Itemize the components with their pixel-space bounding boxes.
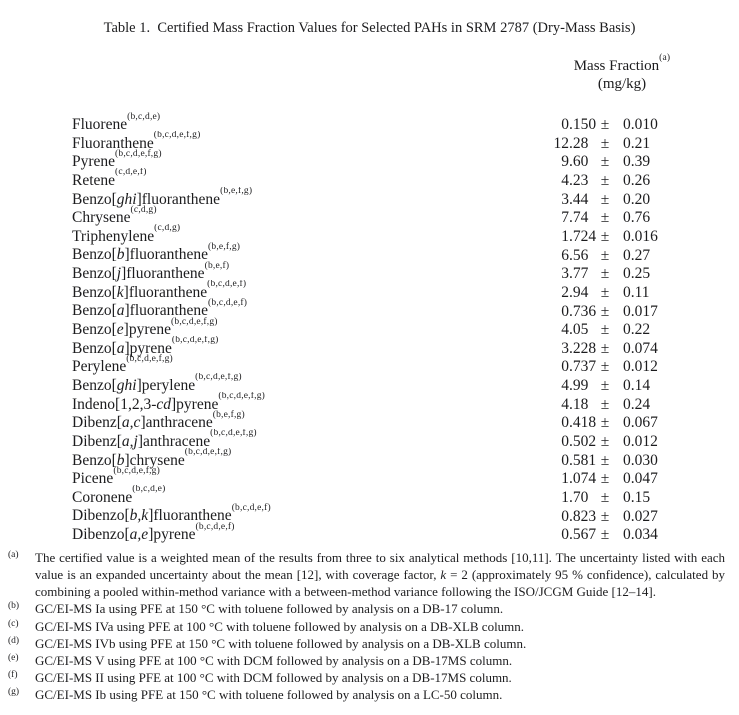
value-fraction: .77 bbox=[569, 265, 589, 283]
compound-name-text: Dibenzo[a,e]pyrene bbox=[72, 526, 196, 544]
footnote-text: GC/EI-MS Ia using PFE at 150 °C with toluene followed by analysis on a DB-17 column. bbox=[35, 601, 504, 617]
uncertainty-value: 0.012 bbox=[623, 358, 658, 376]
value-integer: 4 bbox=[561, 395, 569, 413]
uncertainty-value: 0.24 bbox=[623, 395, 651, 413]
value-integer: 3 bbox=[561, 190, 569, 208]
footnote bbox=[0, 686, 725, 703]
plus-minus-symbol: ± bbox=[600, 526, 610, 544]
compound-name-text: Benzo[b]chrysene bbox=[72, 451, 185, 469]
value-integer: 1 bbox=[561, 228, 569, 245]
value-fraction: .736 bbox=[569, 302, 597, 320]
plus-minus-symbol: ± bbox=[600, 153, 610, 171]
uncertainty-value: 0.20 bbox=[623, 190, 651, 208]
footnote bbox=[0, 618, 725, 635]
plus-minus-symbol: ± bbox=[600, 116, 610, 134]
footnote-ref-a: (a) bbox=[659, 52, 671, 63]
mass-fraction-header bbox=[536, 53, 708, 75]
compound-name-text: Benzo[e]pyrene bbox=[72, 321, 171, 339]
value-fraction: .724 bbox=[569, 228, 597, 245]
footnote-marker: (e) bbox=[8, 652, 19, 663]
uncertainty-value: 0.15 bbox=[623, 488, 651, 506]
plus-minus-symbol: ± bbox=[600, 358, 610, 376]
plus-minus-symbol: ± bbox=[600, 302, 610, 320]
uncertainty-value: 0.012 bbox=[623, 433, 658, 451]
footnote bbox=[0, 669, 725, 686]
compound-name-text: Chrysene bbox=[72, 209, 131, 227]
compound-footnote-refs: (b,c,d,e,f,g) bbox=[126, 354, 173, 364]
plus-minus-symbol: ± bbox=[600, 134, 610, 152]
value-fraction: .94 bbox=[569, 283, 589, 301]
compound-name-text: Dibenzo[b,k]fluoranthene bbox=[72, 507, 232, 525]
mass-fraction-label: Mass Fraction bbox=[573, 58, 660, 74]
uncertainty-value: 0.017 bbox=[623, 302, 658, 320]
uncertainty-value: 0.11 bbox=[623, 283, 650, 301]
uncertainty-value: 0.25 bbox=[623, 265, 651, 283]
value-fraction: .150 bbox=[569, 116, 597, 134]
value-integer: 3 bbox=[561, 265, 569, 283]
uncertainty-value: 0.067 bbox=[623, 414, 658, 432]
compound-footnote-refs: (b,c,d,e,f,g) bbox=[171, 335, 219, 346]
footnote-marker: (a) bbox=[8, 549, 19, 560]
compound-footnote-refs: (b,c,d,e,f,g) bbox=[184, 447, 232, 458]
value-fraction: .581 bbox=[569, 451, 597, 469]
value-fraction: .28 bbox=[569, 134, 589, 152]
table-title: Table 1. Certified Mass Fraction Values for Selected PAHs in SRM 2787 (Dry-Mass Basis) bbox=[103, 20, 636, 36]
uncertainty-value: 0.034 bbox=[623, 526, 658, 544]
uncertainty-value: 0.76 bbox=[623, 209, 651, 227]
compound-name-text: Benzo[b]fluoranthene bbox=[72, 246, 209, 264]
value-fraction: .05 bbox=[569, 321, 589, 339]
compound-footnote-refs: (b,e,f) bbox=[204, 261, 230, 271]
compound-footnote-refs: (b,c,d,e,f) bbox=[208, 298, 248, 308]
compound-name-text: Dibenz[a,c]anthracene bbox=[72, 414, 213, 432]
plus-minus-symbol: ± bbox=[600, 246, 610, 264]
value-integer: 4 bbox=[561, 377, 569, 395]
unit-label: (mg/kg) bbox=[597, 76, 647, 92]
value-fraction: .228 bbox=[569, 339, 597, 357]
value-integer: 0 bbox=[561, 302, 569, 320]
value-fraction: .23 bbox=[569, 172, 589, 190]
value-fraction: .74 bbox=[569, 209, 589, 227]
value-integer: 1 bbox=[561, 488, 569, 506]
plus-minus-symbol: ± bbox=[600, 265, 610, 283]
plus-minus-symbol: ± bbox=[600, 377, 610, 395]
compound-footnote-refs: (b,e,f,g) bbox=[212, 410, 245, 420]
compound-name-text: Coronene bbox=[72, 488, 133, 506]
value-integer: 4 bbox=[561, 321, 569, 339]
value-integer: 0 bbox=[561, 451, 569, 469]
value-integer: 6 bbox=[561, 246, 569, 264]
footnotes bbox=[0, 549, 739, 704]
compound-footnote-refs: (b,e,f,g) bbox=[208, 242, 241, 252]
footnote-text: GC/EI-MS Ib using PFE at 150 °C with toluene followed by analysis on a LC-50 column. bbox=[35, 687, 503, 703]
footnote-marker: (d) bbox=[8, 635, 20, 646]
footnote-text: GC/EI-MS V using PFE at 100 °C with DCM followed by analysis on a DB-17MS column. bbox=[35, 652, 513, 668]
compound-footnote-refs: (b,c,d,e,f) bbox=[231, 503, 271, 513]
value-integer: 0 bbox=[561, 358, 569, 376]
value-integer: 3 bbox=[561, 339, 569, 357]
compound-name-text: Dibenz[a,j]anthracene bbox=[72, 433, 211, 451]
compound-footnote-refs: (b,c,d,e) bbox=[132, 484, 166, 495]
footnote-marker: (g) bbox=[8, 687, 20, 698]
column-header bbox=[536, 53, 708, 93]
compound-footnote-refs: (c,d,g) bbox=[154, 223, 181, 234]
value-fraction: .567 bbox=[569, 526, 597, 544]
footnote-text: GC/EI-MS II using PFE at 100 °C with DCM followed by analysis on a DB-17MS column. bbox=[35, 670, 512, 686]
uncertainty-value: 0.22 bbox=[623, 321, 651, 339]
plus-minus-symbol: ± bbox=[600, 228, 610, 245]
value-fraction: .823 bbox=[569, 507, 597, 525]
table-body bbox=[0, 112, 739, 544]
compound-name-text: Fluorene bbox=[72, 116, 128, 134]
compound-name-text: Benzo[ghi]perylene bbox=[72, 377, 196, 395]
value-integer: 12 bbox=[553, 134, 569, 152]
compound-footnote-refs: (b,c,d,e,f,g) bbox=[195, 372, 242, 383]
compound-name-text: Fluoranthene bbox=[72, 134, 154, 152]
footnote bbox=[0, 635, 725, 652]
compound-name-text: Perylene bbox=[72, 358, 127, 376]
plus-minus-symbol: ± bbox=[600, 190, 610, 208]
value-fraction: .502 bbox=[569, 433, 597, 451]
value-integer: 0 bbox=[561, 526, 569, 544]
uncertainty-value: 0.074 bbox=[623, 339, 658, 357]
value-integer: 0 bbox=[561, 507, 569, 525]
value-integer: 0 bbox=[561, 433, 569, 451]
compound-name bbox=[72, 522, 529, 545]
value-integer: 0 bbox=[561, 414, 569, 432]
plus-minus-symbol: ± bbox=[600, 339, 610, 357]
compound-name-text: Retene bbox=[72, 172, 116, 190]
plus-minus-symbol: ± bbox=[600, 209, 610, 227]
compound-name-text: Triphenylene bbox=[72, 228, 155, 245]
value-fraction: .56 bbox=[569, 246, 589, 264]
uncertainty-value: 0.27 bbox=[623, 246, 651, 264]
compound-footnote-refs: (b,c,d,e,f,g) bbox=[113, 466, 160, 476]
value-fraction: .99 bbox=[569, 377, 589, 395]
plus-minus-symbol: ± bbox=[600, 507, 610, 525]
footnote-text: The certified value is a weighted mean of the results from three to six analytical methods [10,11]. The uncertainty listed with each value is an expanded uncertainty about the mean [12], with coverage factor, k = 2 (approximately 95 % confidence), calculated by combining a pooled within-method variance with a between-method variance following the ISO/JCGM Guide [12–14]. bbox=[35, 549, 725, 600]
plus-minus-symbol: ± bbox=[600, 433, 610, 451]
footnote bbox=[0, 652, 725, 669]
value-fraction: .18 bbox=[569, 395, 589, 413]
uncertainty-value: 0.21 bbox=[623, 134, 651, 152]
footnote-marker: (c) bbox=[8, 618, 19, 629]
value-fraction: .60 bbox=[569, 153, 589, 171]
value-integer: 0 bbox=[561, 116, 569, 134]
compound-footnote-refs: (c,d,e,f) bbox=[115, 167, 147, 178]
footnote-marker: (b) bbox=[8, 601, 20, 612]
uncertainty-value: 0.027 bbox=[623, 507, 658, 525]
table-row bbox=[0, 112, 739, 134]
compound-name-text: Benzo[a]pyrene bbox=[72, 339, 172, 357]
value-fraction: .70 bbox=[569, 488, 589, 506]
value-integer: 2 bbox=[561, 283, 569, 301]
footnote-text: GC/EI-MS IVa using PFE at 100 °C with toluene followed by analysis on a DB-XLB column. bbox=[35, 618, 525, 634]
value-fraction: .44 bbox=[569, 190, 589, 208]
compound-name-text: Benzo[a]fluoranthene bbox=[72, 302, 209, 320]
uncertainty-value: 0.016 bbox=[623, 228, 658, 245]
footnote-marker: (f) bbox=[8, 670, 18, 681]
uncertainty-value: 0.14 bbox=[623, 377, 651, 395]
compound-name-text: Benzo[k]fluoranthene bbox=[72, 283, 208, 301]
value-integer: 1 bbox=[561, 470, 569, 488]
plus-minus-symbol: ± bbox=[600, 414, 610, 432]
value-fraction: .418 bbox=[569, 414, 597, 432]
value-integer: 9 bbox=[561, 153, 569, 171]
footnote-text: GC/EI-MS IVb using PFE at 150 °C with toluene followed by analysis on a DB-XLB column. bbox=[35, 635, 527, 651]
compound-footnote-refs: (b,c,d,e,f,g) bbox=[218, 391, 266, 402]
plus-minus-symbol: ± bbox=[600, 395, 610, 413]
uncertainty-value: 0.030 bbox=[623, 451, 658, 469]
compound-footnote-refs: (b,c,d,e) bbox=[127, 112, 161, 122]
value-integer: 7 bbox=[561, 209, 569, 227]
compound-footnote-refs: (b,c,d,e,f,g) bbox=[115, 149, 162, 159]
value-fraction: .737 bbox=[569, 358, 597, 376]
compound-footnote-refs: (b,c,d,e,f) bbox=[195, 522, 235, 532]
compound-footnote-refs: (b,e,f,g) bbox=[220, 186, 253, 197]
uncertainty-value: 0.26 bbox=[623, 172, 651, 190]
compound-name-text: Picene bbox=[72, 470, 114, 488]
compound-footnote-refs: (c,d,g) bbox=[130, 205, 157, 215]
footnote bbox=[0, 600, 725, 617]
plus-minus-symbol: ± bbox=[600, 321, 610, 339]
compound-footnote-refs: (b,c,d,e,f,g) bbox=[171, 317, 218, 327]
compound-footnote-refs: (b,c,d,e,f) bbox=[207, 279, 247, 290]
compound-footnote-refs: (b,c,d,e,f,g) bbox=[210, 428, 257, 439]
compound-footnote-refs: (b,c,d,e,f,g) bbox=[153, 130, 201, 141]
uncertainty-value: 0.39 bbox=[623, 153, 651, 171]
compound-name-text: Indeno[1,2,3-cd]pyrene bbox=[72, 395, 219, 413]
value-fraction: .074 bbox=[569, 470, 597, 488]
compound-name-text: Benzo[j]fluoranthene bbox=[72, 265, 205, 283]
plus-minus-symbol: ± bbox=[600, 451, 610, 469]
plus-minus-symbol: ± bbox=[600, 470, 610, 488]
uncertainty-value: 0.047 bbox=[623, 470, 658, 488]
compound-name-text: Pyrene bbox=[72, 153, 116, 171]
compound-name-text: Benzo[ghi]fluoranthene bbox=[72, 190, 221, 208]
plus-minus-symbol: ± bbox=[600, 283, 610, 301]
plus-minus-symbol: ± bbox=[600, 172, 610, 190]
value-integer: 4 bbox=[561, 172, 569, 190]
plus-minus-symbol: ± bbox=[600, 488, 610, 506]
uncertainty-value: 0.010 bbox=[623, 116, 658, 134]
footnote bbox=[0, 549, 725, 601]
